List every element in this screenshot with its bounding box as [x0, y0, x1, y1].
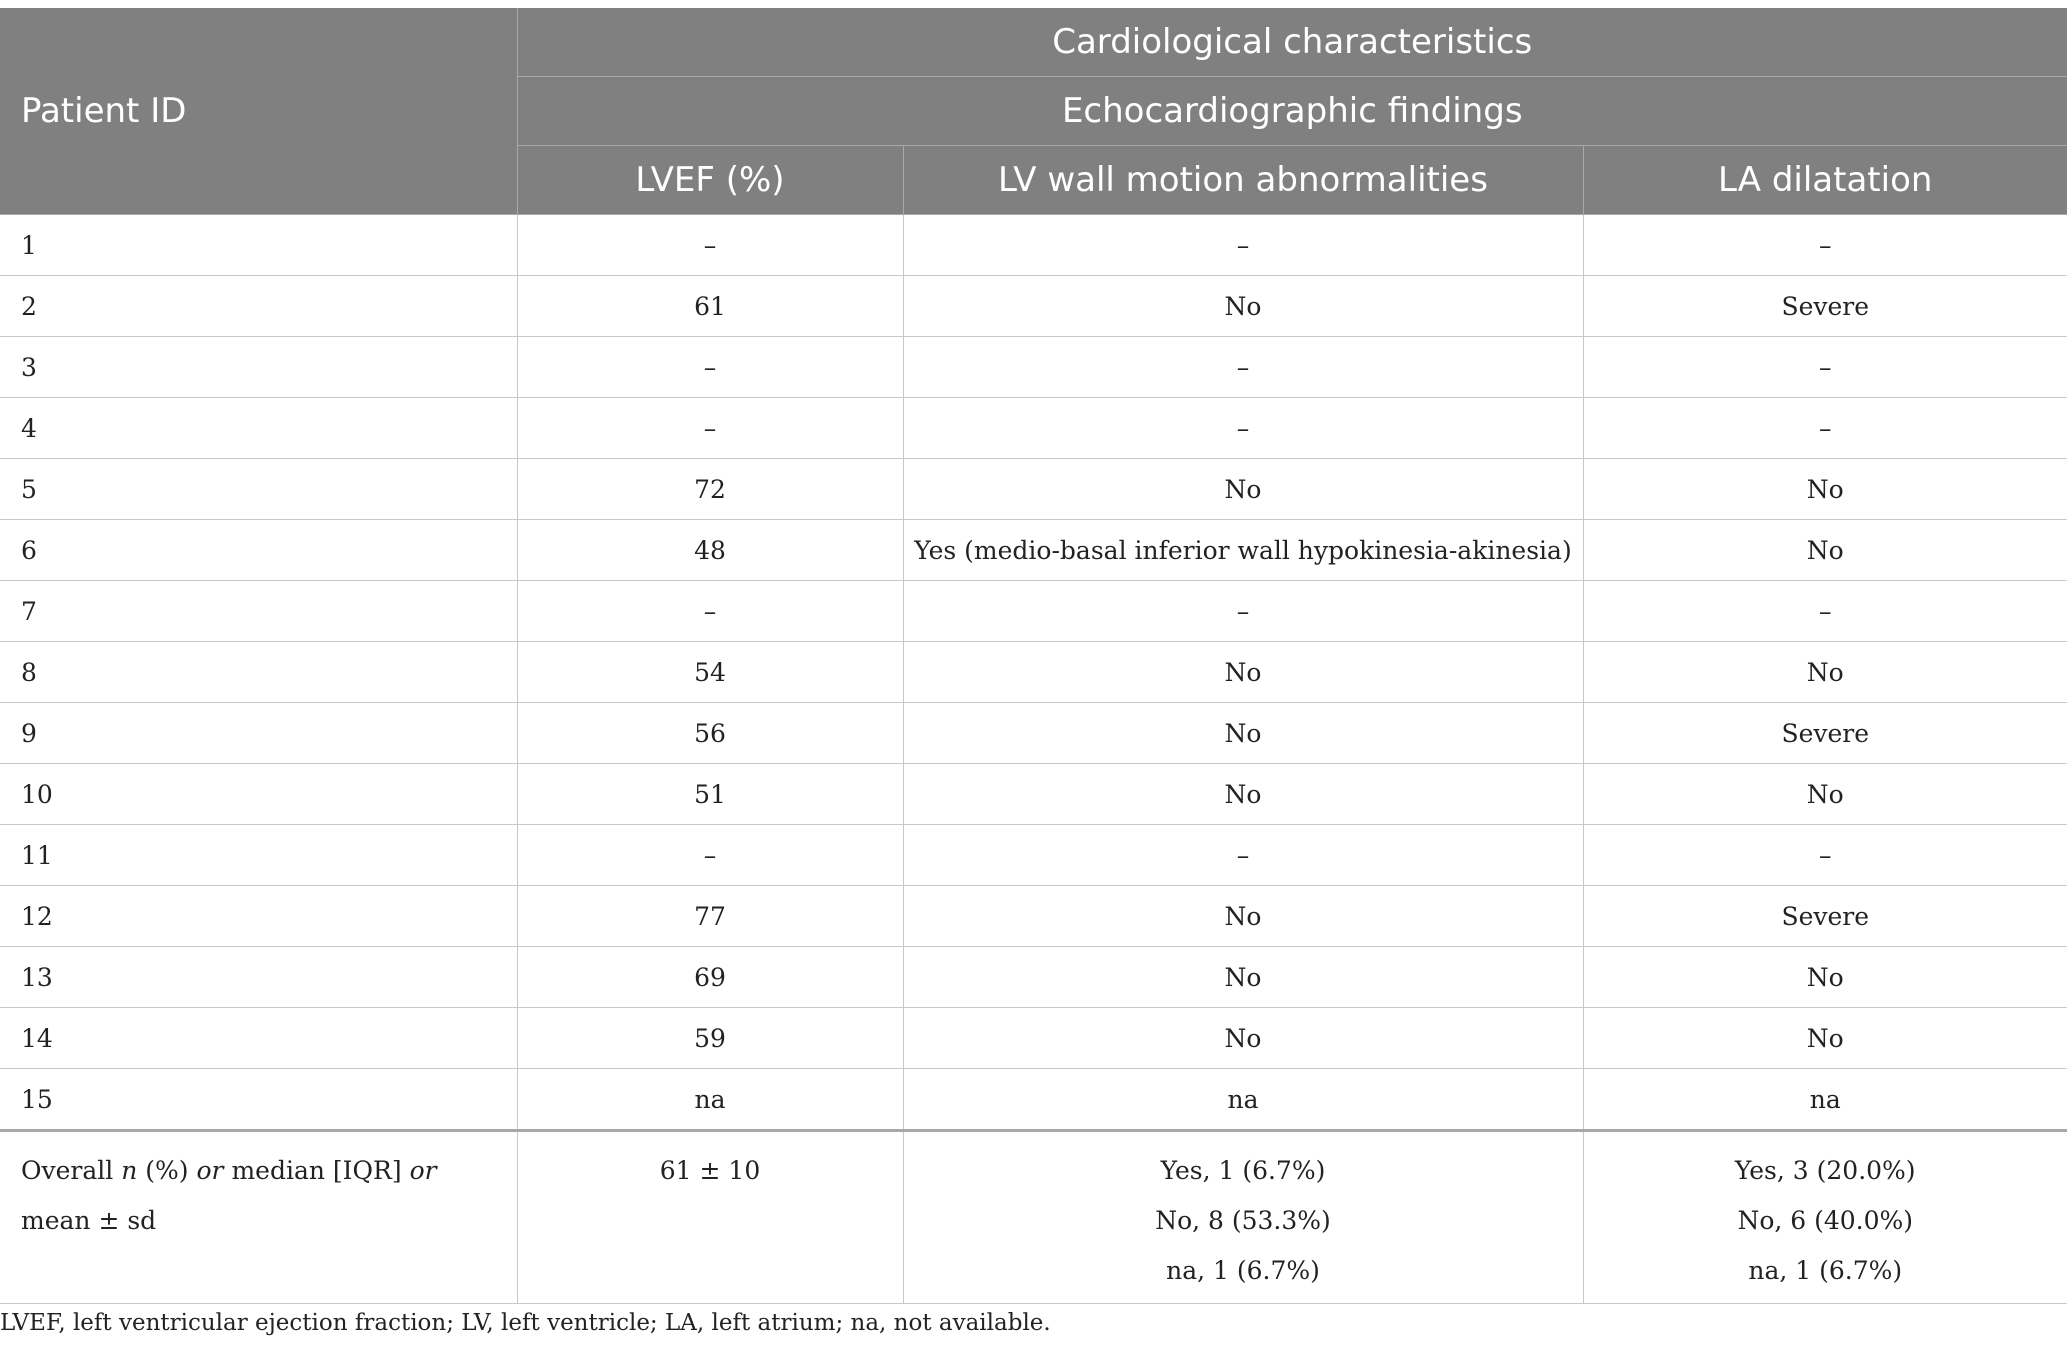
header-lv-wall-motion: LV wall motion abnormalities [903, 146, 1583, 215]
cell-la-dilatation: – [1583, 581, 2067, 642]
cell-lv-wall-motion: – [903, 337, 1583, 398]
overall-lvwm-yes: Yes, 1 (6.7%) [1160, 1156, 1326, 1185]
cell-lv-wall-motion: – [903, 581, 1583, 642]
cell-lvef: 69 [517, 947, 903, 1008]
cell-patient-id: 8 [0, 642, 517, 703]
cell-patient-id: 7 [0, 581, 517, 642]
table-row [0, 947, 2067, 1008]
overall-la-na: na, 1 (6.7%) [1748, 1256, 1903, 1285]
table-row [0, 337, 2067, 398]
cell-lvef: – [517, 337, 903, 398]
table-row [0, 581, 2067, 642]
header-echocardiographic-findings: Echocardiographic findings [517, 77, 2067, 146]
header-cardiological-characteristics: Cardiological characteristics [517, 8, 2067, 77]
table-row [0, 459, 2067, 520]
header-patient-id: Patient ID [0, 8, 517, 215]
cell-patient-id: 4 [0, 398, 517, 459]
cell-lv-wall-motion: Yes (medio-basal inferior wall hypokinesia-akinesia) [903, 520, 1583, 581]
cell-la-dilatation: Severe [1583, 886, 2067, 947]
cell-patient-id: 2 [0, 276, 517, 337]
cell-lv-wall-motion: na [903, 1069, 1583, 1131]
overall-la-yes: Yes, 3 (20.0%) [1734, 1156, 1916, 1185]
table-row [0, 215, 2067, 276]
table-row [0, 764, 2067, 825]
cell-la-dilatation: No [1583, 764, 2067, 825]
overall-la-dilatation [1583, 1131, 2067, 1304]
cell-lvef: – [517, 581, 903, 642]
cell-lv-wall-motion: No [903, 886, 1583, 947]
table-row [0, 886, 2067, 947]
cell-patient-id: 14 [0, 1008, 517, 1069]
overall-lv-wall-motion [903, 1131, 1583, 1304]
cell-la-dilatation: No [1583, 947, 2067, 1008]
cell-patient-id: 11 [0, 825, 517, 886]
cell-lvef: – [517, 825, 903, 886]
cell-la-dilatation: Severe [1583, 703, 2067, 764]
cell-patient-id: 5 [0, 459, 517, 520]
cell-lv-wall-motion: No [903, 642, 1583, 703]
overall-lvwm-no: No, 8 (53.3%) [1155, 1206, 1331, 1235]
cell-lvef: 51 [517, 764, 903, 825]
cell-la-dilatation: – [1583, 825, 2067, 886]
table-row [0, 398, 2067, 459]
table-footnote: LVEF, left ventricular ejection fraction; LV, left ventricle; LA, left atrium; na, not available. [0, 1310, 1051, 1336]
table-body [0, 215, 2067, 1304]
table-row [0, 1008, 2067, 1069]
header-la-dilatation: LA dilatation [1583, 146, 2067, 215]
cell-lvef: 54 [517, 642, 903, 703]
cell-la-dilatation: No [1583, 520, 2067, 581]
cell-lvef: 72 [517, 459, 903, 520]
cell-la-dilatation: Severe [1583, 276, 2067, 337]
cell-lvef: – [517, 398, 903, 459]
echocardiographic-findings-table [0, 8, 2067, 1304]
cell-la-dilatation: No [1583, 642, 2067, 703]
table-row [0, 703, 2067, 764]
cell-lv-wall-motion: – [903, 215, 1583, 276]
cell-lv-wall-motion: No [903, 1008, 1583, 1069]
table-row [0, 276, 2067, 337]
cell-patient-id: 12 [0, 886, 517, 947]
cell-patient-id: 9 [0, 703, 517, 764]
cell-lvef: na [517, 1069, 903, 1131]
cell-patient-id: 15 [0, 1069, 517, 1131]
cell-la-dilatation: No [1583, 1008, 2067, 1069]
table-row [0, 520, 2067, 581]
cell-lv-wall-motion: No [903, 703, 1583, 764]
cell-lv-wall-motion: No [903, 764, 1583, 825]
overall-lvwm-na: na, 1 (6.7%) [1166, 1256, 1320, 1285]
cell-patient-id: 6 [0, 520, 517, 581]
table-row [0, 825, 2067, 886]
cell-la-dilatation: na [1583, 1069, 2067, 1131]
cell-patient-id: 13 [0, 947, 517, 1008]
cell-lvef: 77 [517, 886, 903, 947]
cell-lv-wall-motion: No [903, 276, 1583, 337]
cell-la-dilatation: No [1583, 459, 2067, 520]
cell-lvef: 59 [517, 1008, 903, 1069]
cell-la-dilatation: – [1583, 398, 2067, 459]
cell-lvef: 61 [517, 276, 903, 337]
overall-la-no: No, 6 (40.0%) [1737, 1206, 1914, 1235]
cell-patient-id: 10 [0, 764, 517, 825]
header-lvef: LVEF (%) [517, 146, 903, 215]
cell-lv-wall-motion: – [903, 398, 1583, 459]
cell-patient-id: 1 [0, 215, 517, 276]
cell-lv-wall-motion: No [903, 459, 1583, 520]
overall-row [0, 1131, 2067, 1304]
cell-lvef: – [517, 215, 903, 276]
cell-patient-id: 3 [0, 337, 517, 398]
table-header [0, 8, 2067, 215]
overall-lvef: 61 ± 10 [517, 1131, 903, 1304]
table-row [0, 642, 2067, 703]
cell-la-dilatation: – [1583, 215, 2067, 276]
cell-lv-wall-motion: – [903, 825, 1583, 886]
cell-la-dilatation: – [1583, 337, 2067, 398]
cell-lvef: 48 [517, 520, 903, 581]
overall-label: Overall n (%) or median [IQR] or mean ± sd [0, 1131, 517, 1304]
cell-lv-wall-motion: No [903, 947, 1583, 1008]
table-row [0, 1069, 2067, 1131]
cell-lvef: 56 [517, 703, 903, 764]
